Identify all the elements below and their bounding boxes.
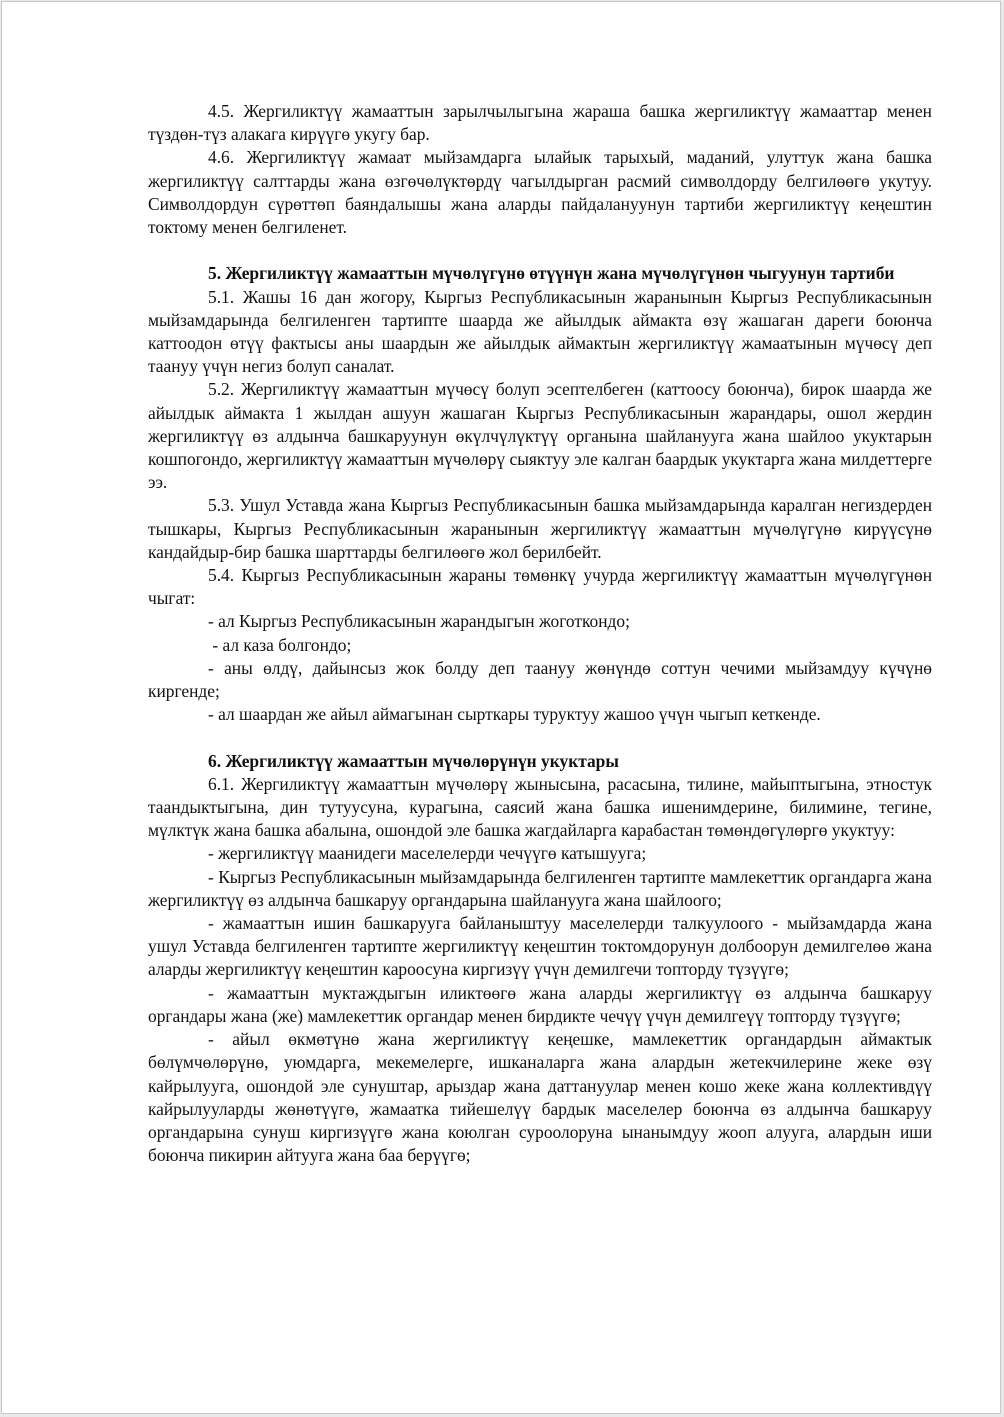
list-item: - жергиликтүү маанидеги маселелерди чечүүгө катышууга; <box>208 843 647 864</box>
document-page <box>1 1 1001 1414</box>
list-item: - аны өлдү, дайынсыз жок болду деп таануу жөнүндө соттун чечими мыйзамдуу күчүнө киргенде; <box>148 657 932 702</box>
list-item: - ал Кыргыз Республикасынын жарандыгын жоготкондо; <box>208 611 630 632</box>
paragraph-5-2: 5.2. Жергиликтүү жамааттын мүчөсү болуп эсептелбеген (каттоосу боюнча), бирок шаарда же айылдык аймакта 1 жылдан ашуун жашаган Кыргыз Республикасынын жарандары, ошол жердин жергиликтүү өз алдынча башкаруунун өкүлчүлүктүү органына шайланууга жана шайлоо укуктарын кошпогондо, жергиликтүү жамааттын мүчөлөрү сыяктуу эле калган баардык укуктарга жана милдеттерге ээ. <box>148 379 932 493</box>
list-item: - жамааттын ишин башкарууга байланыштуу маселелерди талкуулоого - мыйзамдарда жана ушул Уставда белгиленген тартипте жергиликтүү кеңештин токтомдорунун долбоорун демилгелөө жана аларды жергиликтүү кеңештин кароосуна киргизүү үчүн демилгечи топторду түзүүгө; <box>148 913 932 980</box>
list-item: - Кыргыз Республикасынын мыйзамдарында белгиленген тартипте мамлекеттик органдарга жана жергиликтүү өз алдынча башкаруу органдарына шайланууга жана шайлоого; <box>148 866 932 910</box>
paragraph-4-5: 4.5. Жергиликтүү жамааттын зарылчылыгына жараша башка жергиликтүү жамааттар менен түздөн-түз алакага кирүүгө укугу бар. <box>148 101 932 145</box>
paragraph-6-1: 6.1. Жергиликтүү жамааттын мүчөлөрү жынысына, расасына, тилине, майыптыгына, этностук таандыктыгына, дин тутуусуна, курагына, саясий жана башка ишенимдерине, билимине, тегине, мүлктүк жана башка абалына, ошондой эле башка жагдайларга карабастан төмөндөгүлөргө укуктуу: <box>148 773 932 841</box>
paragraph-5-3: 5.3. Ушул Уставда жана Кыргыз Республикасынын башка мыйзамдарында каралган негиздерден тышкары, Кыргыз Республикасынын жаранынын жергиликтүү жамааттын мүчөлүгүнө кирүүсүнө кандайдыр-бир башка шарттарды белгилөөгө жол берилбейт. <box>148 495 932 562</box>
paragraph-4-6: 4.6. Жергиликтүү жамаат мыйзамдарга ылайык тарыхый, маданий, улуттук жана башка жергиликтүү салттарды жана өзгөчөлүктөрдү чагылдырган расмий символдорду белгилөөгө укутуу. Символдордун сүрөттөп баяндалышы жана аларды пайдалануунун тартиби жергиликтүү кеңештин токтому менен белгиленет. <box>148 147 932 238</box>
section-5-heading: 5. Жергиликтүү жамааттын мүчөлүгүнө өтүүнүн жана мүчөлүгүнөн чыгуунун тартиби <box>208 263 895 284</box>
list-item: - жамааттын муктаждыгын иликтөөгө жана аларды жергиликтүү өз алдынча башкаруу органдары жана (же) мамлекеттик органдар менен бирдикте чечүү үчүн демилгеүү топторду түзүүгө; <box>148 982 932 1026</box>
section-spacer <box>148 239 932 262</box>
paragraph-5-1: 5.1. Жашы 16 дан жогору, Кыргыз Республикасынын жаранынын Кыргыз Республикасынын мыйзамдарында белгиленген тартипте шаарда же айылдык аймакта өзү жашаган дареги боюнча каттоодон өтүү фактысы аны шаардын же айылдык аймактын жергиликтүү жамаатынын мүчөсү деп таануу үчүн негиз болуп саналат. <box>148 286 932 377</box>
list-item: - айыл өкмөтүнө жана жергиликтүү кеңешке, мамлекеттик органдардын аймактык бөлүмчөлөрүнө, уюмдарга, мекемелерге, ишканаларга жана алардын жетекчилерине жеке өзү кайрылууга, ошондой эле сунуштар, арыздар жана даттануулар менен кошо жеке жана коллективдүү кайрылууларды жөнөтүүгө, жамаатка тийешелүү бардык маселелер боюнча өз алдынча башкаруу органдарына сунуш киргизүүгө жана коюлган суроолоруна ынанымдуу жооп алууга, алардын иши боюнча пикирин айтууга жана баа берүүгө; <box>148 1029 932 1166</box>
section-6-heading: 6. Жергиликтүү жамааттын мүчөлөрүнүн укуктары <box>208 750 619 771</box>
list-item: - ал каза болгондо; <box>208 634 352 655</box>
document-body <box>148 100 932 1167</box>
section-spacer <box>148 726 932 749</box>
list-item: - ал шаардан же айыл аймагынан сырткары туруктуу жашоо үчүн чыгып кеткенде. <box>208 704 821 725</box>
paragraph-5-4: 5.4. Кыргыз Республикасынын жараны төмөнкү учурда жергиликтүү жамааттын мүчөлүгүнөн чыгат: <box>148 565 932 609</box>
